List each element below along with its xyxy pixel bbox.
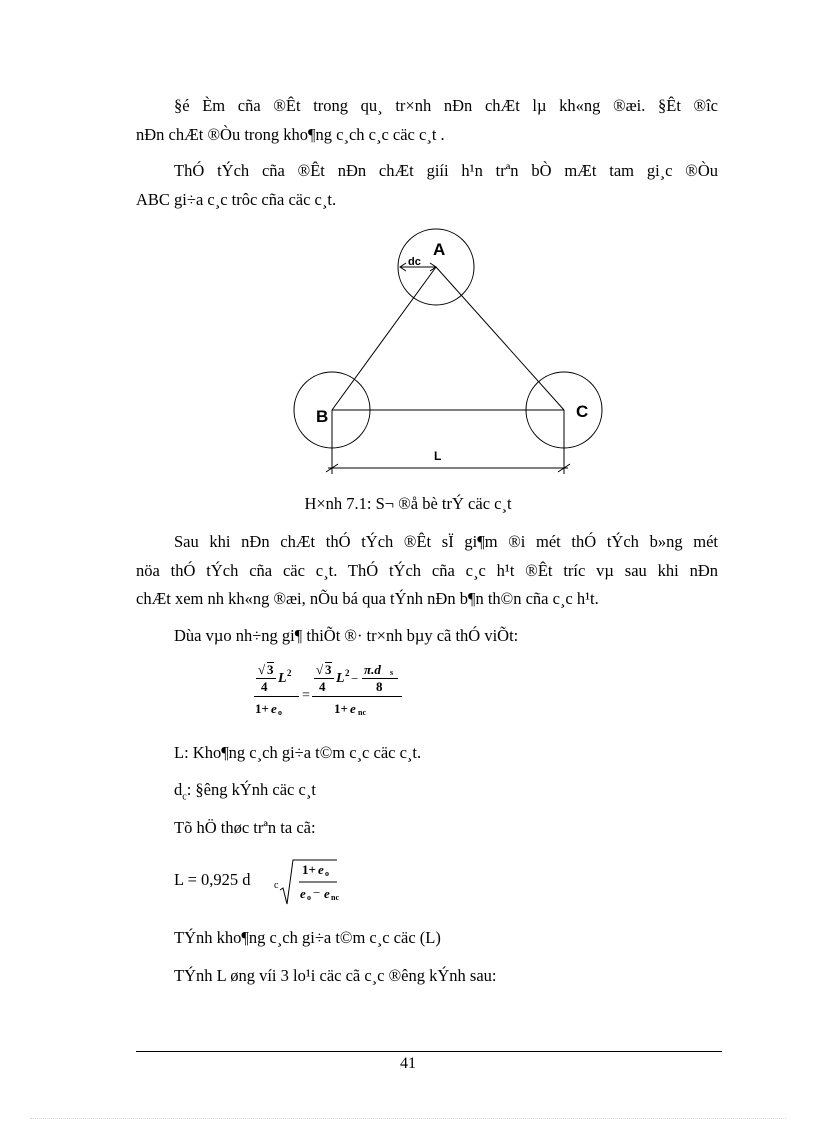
f1-left-one-plus: 1+ (255, 701, 269, 716)
triangle-edge-ac (436, 267, 564, 410)
f1-left-e: e (271, 701, 277, 716)
f1-equals: = (302, 688, 310, 703)
pile-layout-diagram (280, 222, 610, 492)
label-b: B (316, 407, 329, 426)
paragraph-6: TÝnh kho¶ng c¸ch gi÷a t©m c¸c cäc (L) (174, 928, 441, 947)
f2-den-e2: e (324, 886, 330, 901)
paragraph-5: Tõ hÖ thøc trªn ta cã: (174, 818, 316, 837)
triangle-edge-ab (332, 267, 436, 410)
paragraph-1-line-2: nÐn chÆt ®Òu trong kho¶ng c¸ch c¸c cäc c¸t . (136, 125, 445, 144)
f1-left-fraction-bar (254, 696, 299, 697)
f1-right-exp2: 2 (345, 668, 350, 678)
paragraph-3-line-2: nöa thÓ tÝch cña cäc c¸t. ThÓ tÝch cña c¸c h¹t ®Êt tríc vµ sau khi nÐn (136, 561, 718, 580)
formula-l-result (174, 858, 354, 908)
paragraph-7: TÝnh L øng víi 3 lo¹i cäc cã c¸c ®êng kÝnh sau: (174, 966, 497, 985)
f2-den-sub-o: o (307, 893, 311, 902)
f1-right-one-plus: 1+ (334, 701, 348, 716)
formula-volume-equation: √ 3 4 L 2 1+ e o = √ 3 4 L 2 − π.d s 8 1+ e nc (252, 660, 412, 722)
f2-num-one-plus: 1+ (302, 862, 316, 877)
page-bottom-dotted-border (30, 1118, 786, 1119)
f2-num-sub-o: o (325, 869, 329, 878)
page-number: 41 (400, 1055, 416, 1072)
f1-left-L: L (278, 671, 287, 686)
paragraph-2-line-2: ABC gi÷a c¸c trôc cña cäc c¸t. (136, 190, 337, 209)
f1-eight: 8 (376, 679, 383, 694)
f2-sub-c: c (274, 880, 279, 891)
figure-caption: H×nh 7.1: S¬ ®å bè trÝ cäc c¸t (304, 494, 512, 513)
f1-sub-s: s (390, 668, 394, 677)
label-c: C (576, 402, 589, 421)
label-dc: dc (408, 256, 421, 268)
f2-den-minus: − (313, 885, 321, 900)
f2-lhs: L = 0,925 d (174, 870, 251, 889)
paragraph-3-line-1: Sau khi nÐn chÆt thÓ tÝch ®Êt sÏ gi¶m ®i mét thÓ tÝch b»ng mét (174, 532, 718, 551)
footer-rule (136, 1051, 722, 1052)
paragraph-2-line-1: ThÓ tÝch cña ®Êt nÐn chÆt giíi h¹n trªn bÒ mÆt tam gi¸c ®Òu (174, 161, 718, 180)
f2-num-e: e (318, 862, 324, 877)
f1-minus: − (351, 671, 359, 686)
f1-right-sqrt3: 3 (325, 662, 332, 677)
f1-left-four: 4 (261, 679, 268, 694)
f1-left-sqrt3: 3 (267, 662, 274, 677)
f1-right-sub-nc: nc (358, 708, 366, 717)
paragraph-1-line-1: §é Èm cña ®Êt trong qu¸ tr×nh nÐn chÆt lµ kh«ng ®æi. §Êt ®îc (174, 96, 718, 115)
paragraph-4: Dùa vµo nh÷ng gi¶ thiÕt ®· tr×nh bµy cã thÓ viÕt: (174, 626, 519, 645)
label-l: L (434, 449, 442, 463)
f1-right-four: 4 (319, 679, 326, 694)
paragraph-3-line-3: chÆt xem nh kh«ng ®æi, nÕu bá qua tÝnh nÐn b¶n th©n cña c¸c h¹t. (136, 589, 599, 608)
f2-den-e1: e (300, 886, 306, 901)
f1-right-e: e (350, 701, 356, 716)
f2-den-sub-nc: nc (331, 893, 339, 902)
f1-left-exp2: 2 (287, 668, 292, 678)
definition-dc: $d_c$: §êng kÝnh cäc c¸t (174, 780, 316, 803)
f1-right-fraction-bar (312, 696, 402, 697)
f1-pi-d: π.d (364, 662, 381, 677)
f1-left-sub-o: o (278, 708, 282, 717)
label-a: A (433, 240, 446, 259)
definition-l: L: Kho¶ng c¸ch gi÷a t©m c¸c cäc c¸t. (174, 743, 422, 762)
f1-right-L: L (336, 671, 345, 686)
